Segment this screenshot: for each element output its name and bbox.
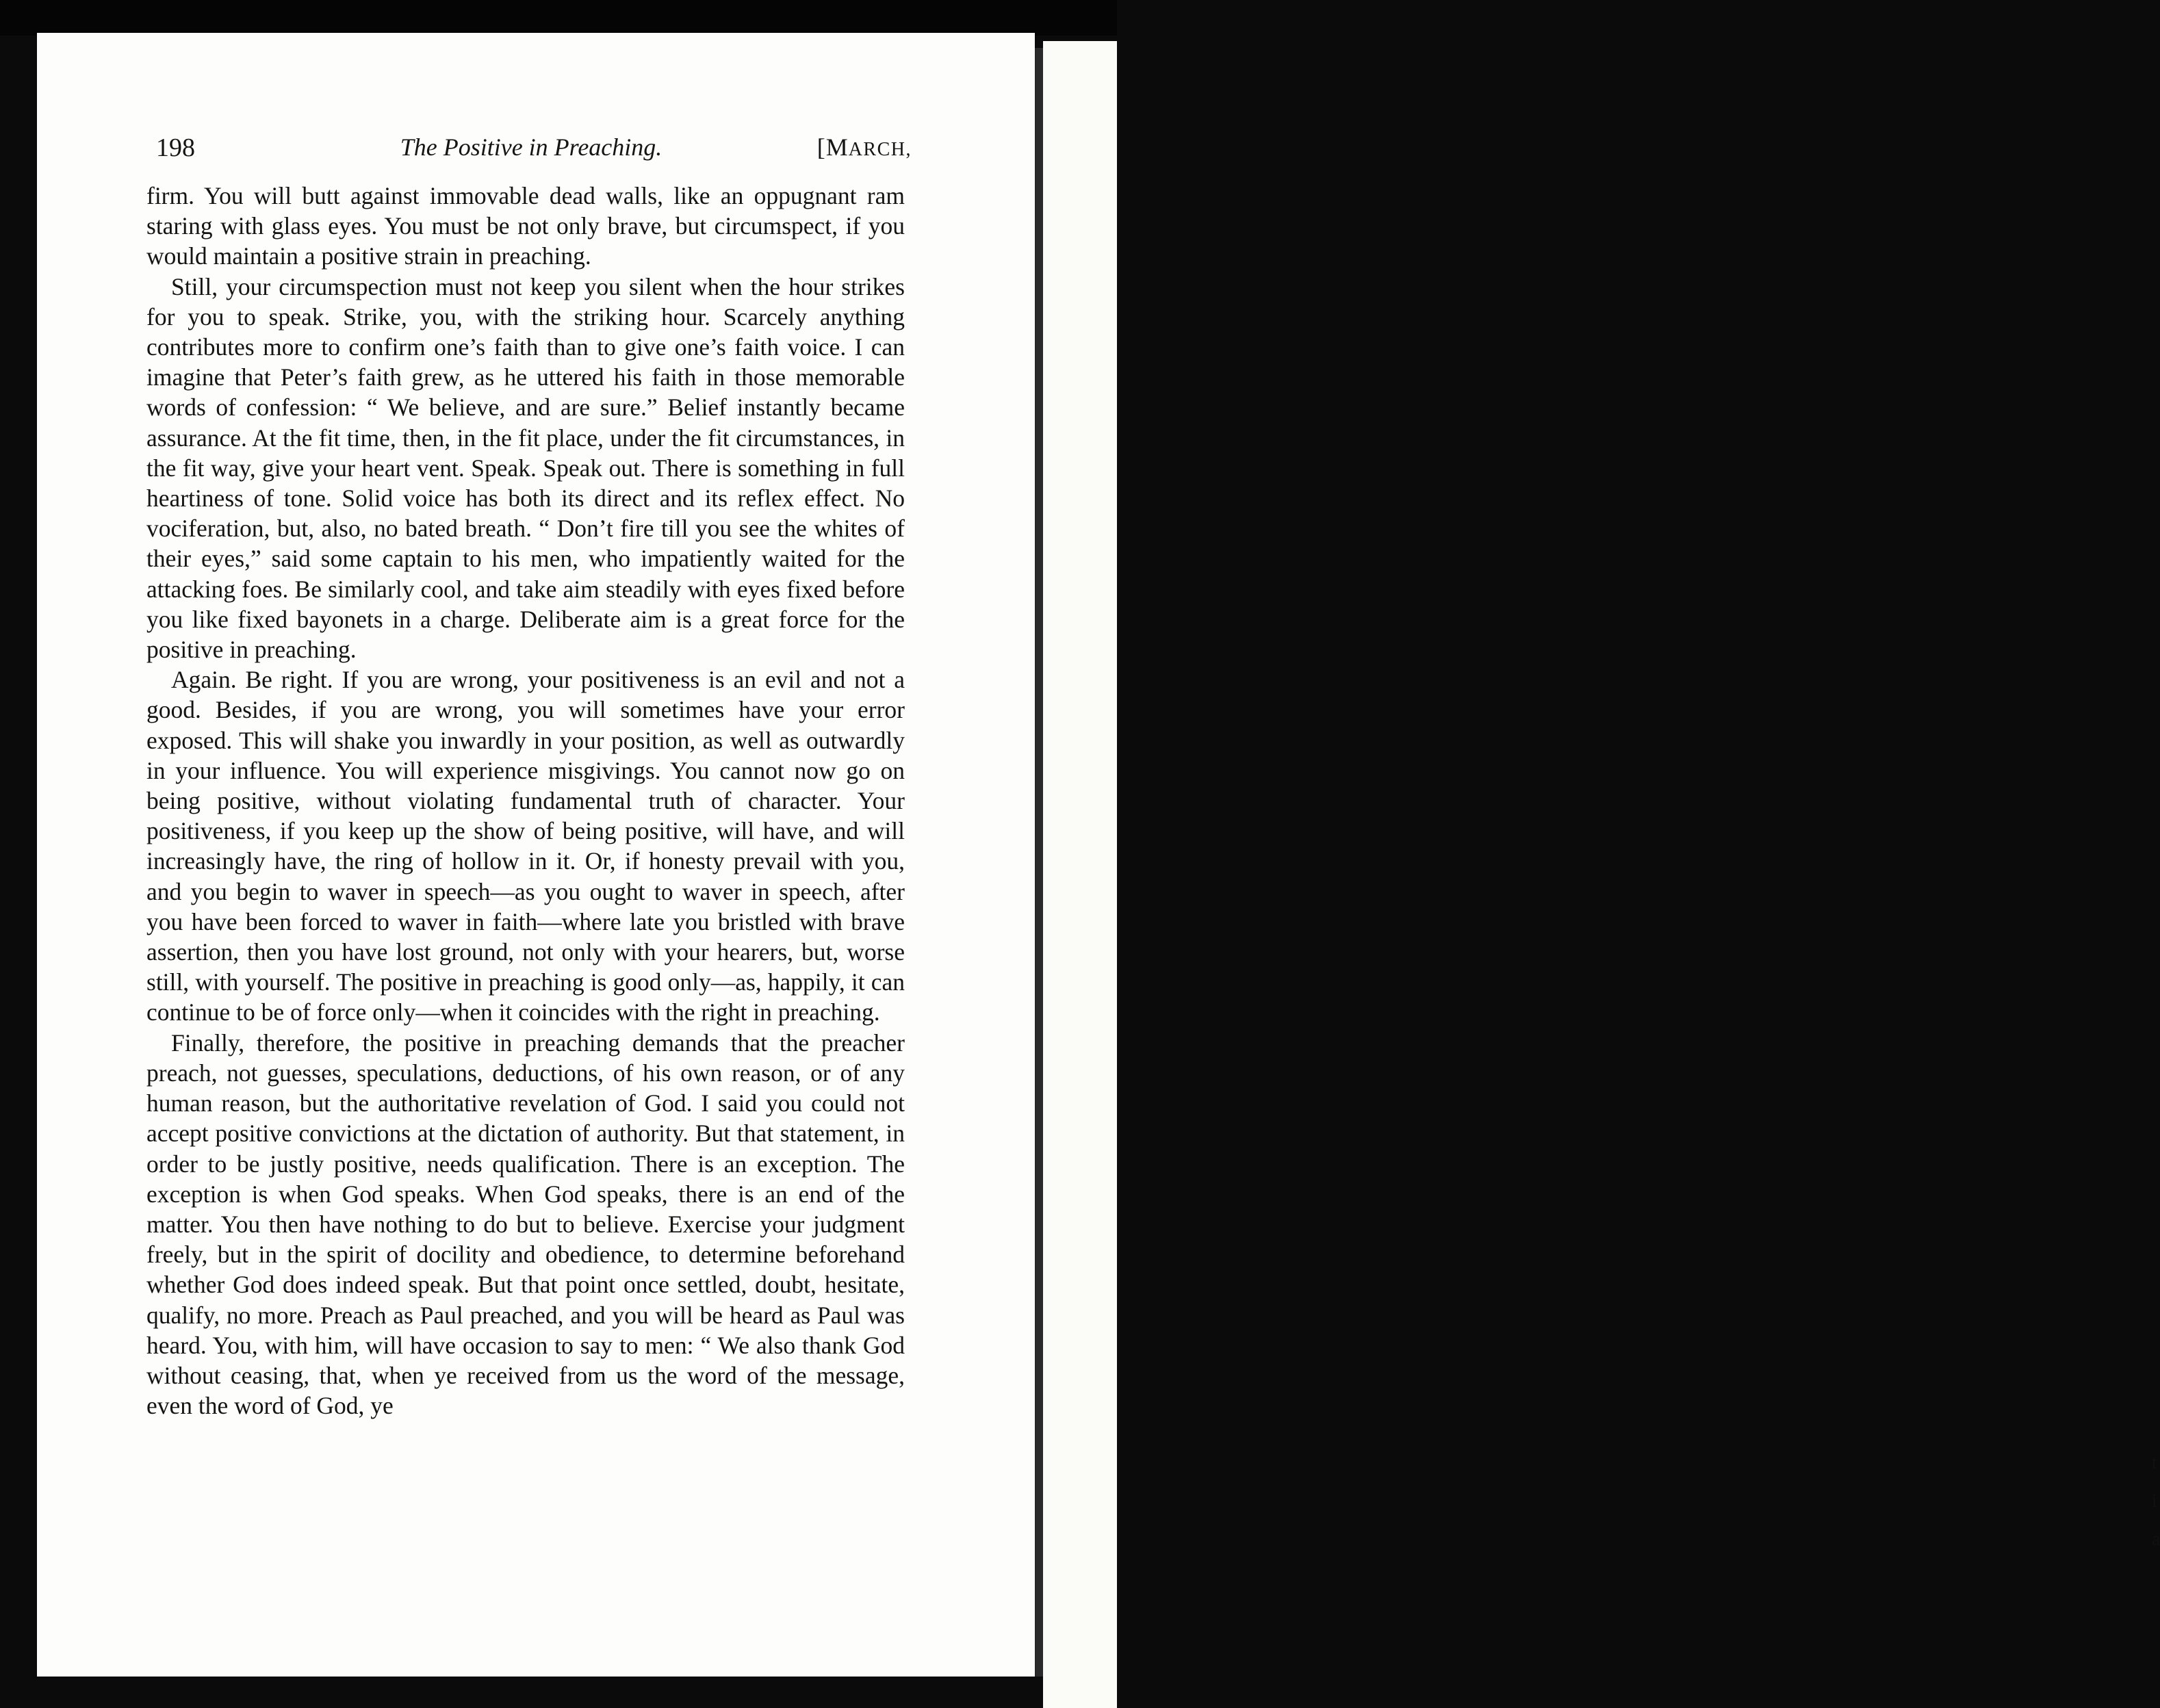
running-month-rest: ARCH, xyxy=(848,139,912,160)
adjacent-page-fragment xyxy=(1043,41,2160,1708)
page-body xyxy=(146,181,905,1421)
running-title: The Positive in Preaching. xyxy=(400,133,663,161)
running-month xyxy=(817,133,912,161)
adjacent-page-letters: t i a xyxy=(2152,1452,2160,1550)
scan-top-border xyxy=(0,0,1117,36)
book-gutter-shadow xyxy=(1033,48,1043,1677)
page-header xyxy=(114,133,912,167)
paragraph: Still, your circumspection must not keep you silent when the hour strikes for you to speak. Strike, you, with the striking hour. Scarcely anything contributes more to confirm one’s faith than to give one’s faith voice. I can imagine that Peter’s faith grew, as he uttered his faith in those memorable words of confession: “ We believe, and are sure.” Belief instantly became assurance. At the fit time, then, in the fit place, under the fit circumstances, in the fit way, give your heart vent. Speak. Speak out. There is something in full heartiness of tone. Solid voice has both its direct and its reflex effect. No vociferation, but, also, no bated breath. “ Don’t fire till you see the whites of their eyes,” said some captain to his men, who impatiently waited for the attacking foes. Be similarly cool, and take aim steadily with eyes fixed before you like fixed bayonets in a charge. Deliberate aim is a great force for the positive in preaching. xyxy=(146,272,905,664)
running-month-initial: [M xyxy=(817,133,849,161)
paragraph: Again. Be right. If you are wrong, your positiveness is an evil and not a good. Besides, if you are wrong, you will sometimes have your error exposed. This will shake you inwardly in your position, as well as outwardly in your influence. You will experience misgivings. You cannot now go on being positive, without violating fundamental truth of character. Your positiveness, if you keep up the show of being positive, will have, and will increasingly have, the ring of hollow in it. Or, if honesty prevail with you, and you begin to waver in speech—as you ought to waver in speech, after you have been forced to waver in faith—where late you bristled with brave assertion, then you have lost ground, not only with your hearers, but, worse still, with yourself. The positive in preaching is good only—as, happily, it can continue to be of force only—when it coincides with the right in preaching. xyxy=(146,666,905,1026)
paragraph-continued: firm. You will butt against immovable dead walls, like an oppugnant ram staring with glass eyes. You must be not only brave, but circumspect, if you would maintain a positive strain in preaching. xyxy=(146,182,905,270)
paragraph: Finally, therefore, the positive in preaching demands that the preacher preach, not guesses, speculations, deductions, of his own reason, or of any human reason, but the authoritative revelation of God. I said you could not accept positive convictions at the dictation of authority. But that statement, in order to be justly positive, needs qualification. There is an exception. The exception is when God speaks. When God speaks, there is an end of the matter. You then have nothing to do but to believe. Exercise your judgment freely, but in the spirit of docility and obedience, to determine beforehand whether God does indeed speak. But that point once settled, doubt, hesitate, qualify, no more. Preach as Paul preached, and you will be heard as Paul was heard. You, with him, will have occasion to say to men: “ We also thank God without ceasing, that, when ye received from us the word of the message, even the word of God, ye xyxy=(146,1028,905,1420)
page-number: 198 xyxy=(156,133,195,162)
